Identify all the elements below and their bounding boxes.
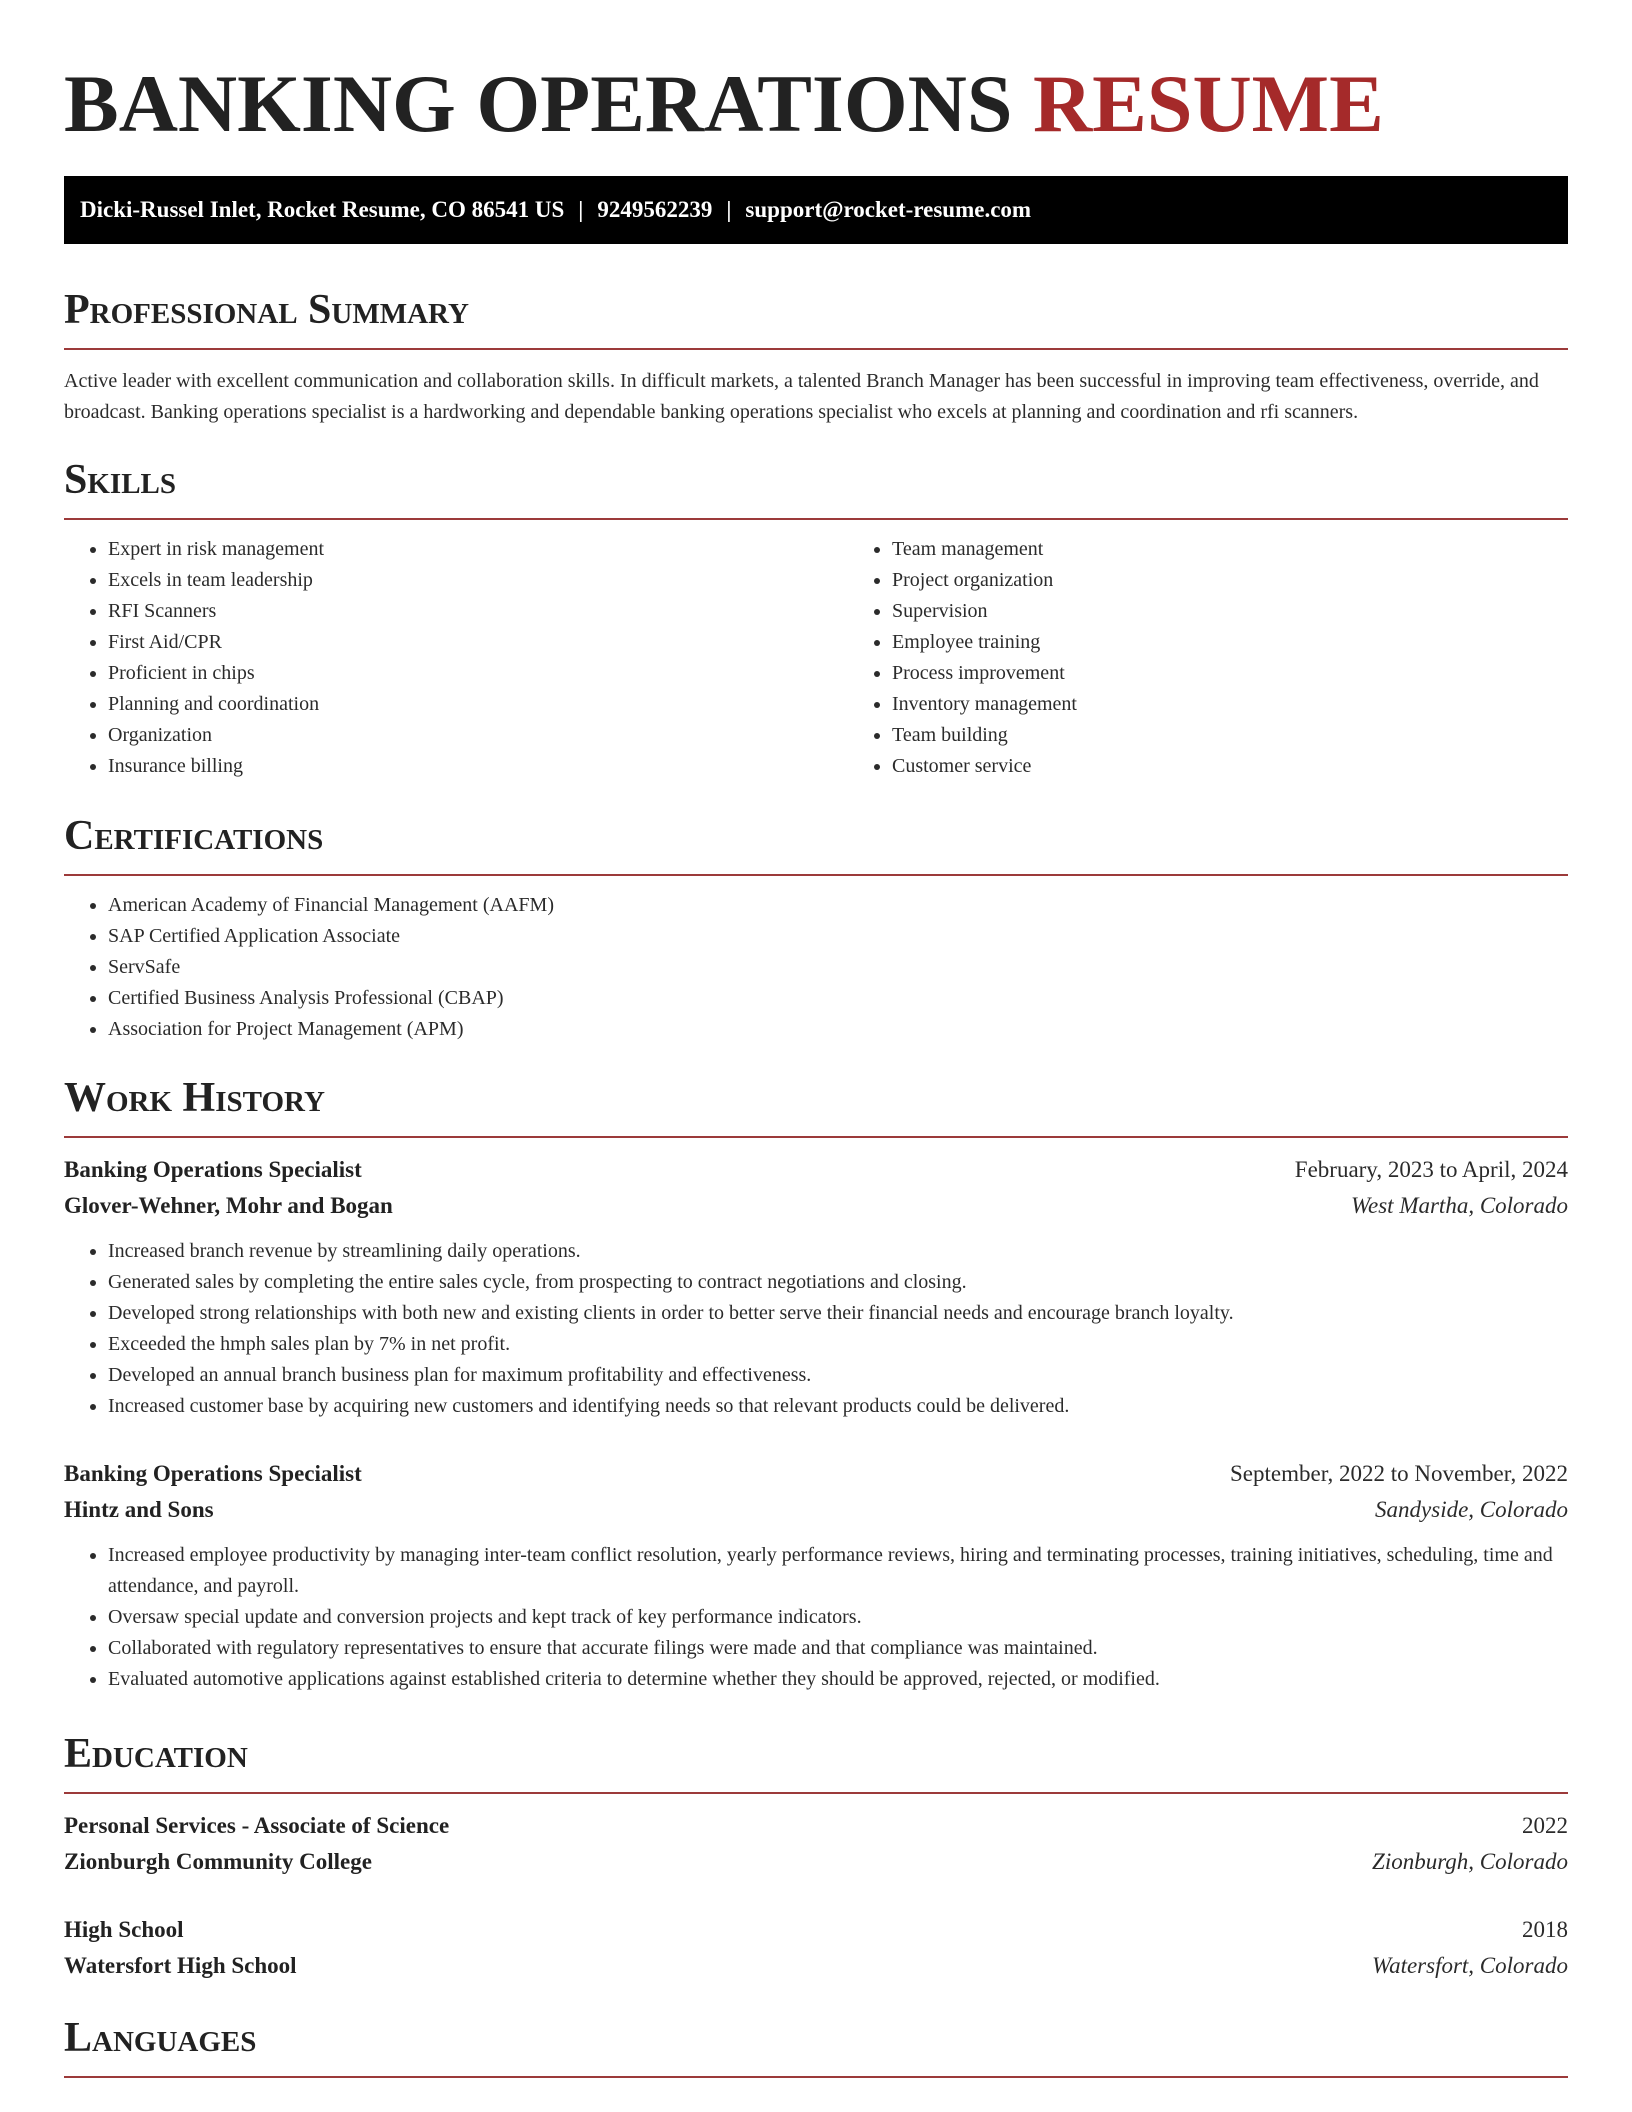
job-subheader [64, 1188, 1568, 1224]
certification-item: • Association for Project Management (APM) [108, 1014, 1568, 1045]
education-location: Watersfort, Colorado [1372, 1953, 1568, 1978]
skill-item: • Excels in team leadership [108, 565, 848, 596]
job-company: Glover-Wehner, Mohr and Bogan [64, 1193, 393, 1218]
contact-address: Dicki-Russel Inlet, Rocket Resume, CO 86541 US [80, 197, 565, 222]
education-header [64, 1912, 1568, 1948]
education-degree: Personal Services - Associate of Science [64, 1813, 450, 1838]
education-school: Watersfort High School [64, 1953, 297, 1978]
skills-list-left [64, 534, 848, 782]
skills-columns [64, 534, 1568, 782]
skill-item: • Process improvement [892, 658, 1632, 689]
skill-item: • Project organization [892, 565, 1632, 596]
skill-item: • First Aid/CPR [108, 627, 848, 658]
contact-bar [64, 176, 1568, 244]
skills-heading: Skills [64, 457, 177, 503]
section-divider [64, 1792, 1568, 1794]
education-degree: High School [64, 1917, 184, 1942]
job-location: Sandyside, Colorado [1375, 1497, 1568, 1522]
skill-item: • Organization [108, 720, 848, 751]
job-subheader [64, 1492, 1568, 1528]
languages-heading: Languages [64, 2015, 257, 2061]
skills-section [64, 454, 1568, 782]
certifications-heading: Certifications [64, 813, 324, 859]
summary-heading: Professional Summary [64, 287, 469, 333]
education-subheader [64, 1844, 1568, 1880]
certification-item: • ServSafe [108, 952, 1568, 983]
job-entry [64, 1152, 1568, 1422]
contact-separator: | [578, 197, 584, 222]
contact-phone[interactable]: 9249562239 [597, 197, 713, 222]
title-main: BANKING OPERATIONS [64, 58, 1013, 149]
summary-section [64, 284, 1568, 428]
section-divider [64, 348, 1568, 350]
job-bullets [64, 1236, 1568, 1422]
certification-item: • American Academy of Financial Management (AAFM) [108, 890, 1568, 921]
job-bullet: • Evaluated automotive applications against established criteria to determine whether they should be approved, rejected, or modified. [108, 1664, 1568, 1695]
skill-item: • Team building [892, 720, 1632, 751]
work-history-section [64, 1072, 1568, 1695]
job-bullet: • Increased customer base by acquiring new customers and identifying needs so that relevant products could be delivered. [108, 1391, 1568, 1422]
work-history-heading: Work History [64, 1075, 325, 1121]
skill-item: • Customer service [892, 751, 1632, 782]
job-location: West Martha, Colorado [1350, 1193, 1568, 1218]
job-bullet: • Developed an annual branch business plan for maximum profitability and effectiveness. [108, 1360, 1568, 1391]
skills-list-right [848, 534, 1632, 782]
job-company: Hintz and Sons [64, 1497, 214, 1522]
education-heading: Education [64, 1731, 248, 1777]
job-title: Banking Operations Specialist [64, 1461, 362, 1486]
job-bullet: • Exceeded the hmph sales plan by 7% in net profit. [108, 1329, 1568, 1360]
education-location: Zionburgh, Colorado [1372, 1849, 1568, 1874]
certifications-section [64, 810, 1568, 1045]
certifications-list [64, 890, 1568, 1045]
skill-item: • Employee training [892, 627, 1632, 658]
job-dates: February, 2023 to April, 2024 [1294, 1157, 1568, 1182]
languages-section [64, 2012, 1568, 2078]
education-year: 2022 [1522, 1813, 1568, 1838]
job-bullets [64, 1540, 1568, 1695]
job-bullet: • Developed strong relationships with both new and existing clients in order to better serve their financial needs and encourage branch loyalty. [108, 1298, 1568, 1329]
skill-item: • Inventory management [892, 689, 1632, 720]
education-section [64, 1728, 1568, 1984]
education-entry [64, 1808, 1568, 1880]
education-school: Zionburgh Community College [64, 1849, 372, 1874]
job-bullet: • Increased branch revenue by streamlining daily operations. [108, 1236, 1568, 1267]
section-divider [64, 518, 1568, 520]
section-divider [64, 2076, 1568, 2078]
education-year: 2018 [1522, 1917, 1568, 1942]
section-divider [64, 874, 1568, 876]
job-header [64, 1456, 1568, 1492]
contact-email[interactable]: support@rocket-resume.com [745, 197, 1032, 222]
education-header [64, 1808, 1568, 1844]
job-bullet: • Increased employee productivity by managing inter-team conflict resolution, yearly performance reviews, hiring and terminating processes, training initiatives, scheduling, time and attendance, and payroll. [108, 1540, 1568, 1602]
job-entry [64, 1456, 1568, 1695]
resume-title [64, 0, 1568, 154]
skill-item: • Proficient in chips [108, 658, 848, 689]
skill-item: • Expert in risk management [108, 534, 848, 565]
job-bullet: • Collaborated with regulatory representatives to ensure that accurate filings were made and that compliance was maintained. [108, 1633, 1568, 1664]
certification-item: • SAP Certified Application Associate [108, 921, 1568, 952]
job-bullet: • Oversaw special update and conversion projects and kept track of key performance indicators. [108, 1602, 1568, 1633]
skill-item: • Supervision [892, 596, 1632, 627]
job-dates: September, 2022 to November, 2022 [1230, 1461, 1568, 1486]
contact-separator: | [726, 197, 732, 222]
education-subheader [64, 1948, 1568, 1984]
skill-item: • Planning and coordination [108, 689, 848, 720]
skill-item: • Insurance billing [108, 751, 848, 782]
skill-item: • Team management [892, 534, 1632, 565]
job-title: Banking Operations Specialist [64, 1157, 362, 1182]
summary-text: Active leader with excellent communication and collaboration skills. In difficult markets, a talented Branch Manager has been successful in improving team effectiveness, override, and broadcast. Banking operations specialist is a hardworking and dependable banking operations specialist who excels at planning and coordination and rfi scanners. [64, 370, 1539, 423]
skill-item: • RFI Scanners [108, 596, 848, 627]
certification-item: • Certified Business Analysis Professional (CBAP) [108, 983, 1568, 1014]
section-divider [64, 1136, 1568, 1138]
job-bullet: • Generated sales by completing the entire sales cycle, from prospecting to contract negotiations and closing. [108, 1267, 1568, 1298]
education-entry [64, 1912, 1568, 1984]
job-header [64, 1152, 1568, 1188]
title-accent: RESUME [1032, 58, 1384, 149]
